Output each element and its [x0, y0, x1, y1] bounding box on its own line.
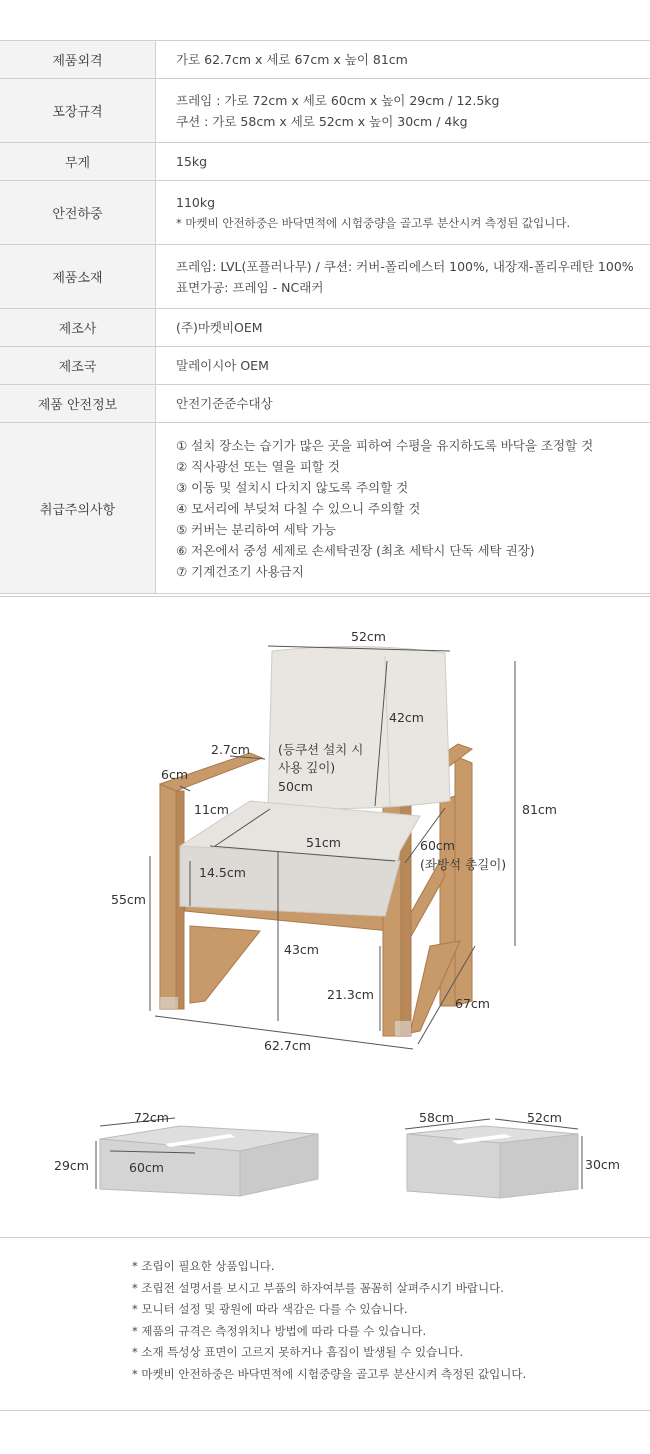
dim-back-height: 42cm [389, 710, 424, 725]
dim-arm-height: 55cm [111, 892, 146, 907]
spec-key: 제품소재 [0, 245, 156, 309]
spec-value-line: 안전기준준수대상 [176, 396, 273, 411]
notes-list [0, 1238, 650, 1385]
note-item: * 마켓비 안전하중은 바닥면적에 시험중량을 골고루 분산시켜 측정된 값입니다. [132, 1366, 527, 1381]
spec-value-line: ③ 이동 및 설치시 다치지 않도록 주의할 것 [176, 479, 409, 495]
spec-row [0, 181, 650, 245]
spec-key: 무게 [0, 143, 156, 181]
spec-key: 제품 안전정보 [0, 385, 156, 423]
spec-value-line: 쿠션 : 가로 58cm x 세로 52cm x 높이 30cm / 4kg [176, 113, 468, 129]
spec-value-line: 15kg [176, 154, 208, 169]
spec-value [156, 79, 650, 143]
spec-value-line: ② 직사광선 또는 열을 피할 것 [176, 458, 340, 474]
dim-seat-depth-note: (좌방석 총길이) [420, 857, 507, 872]
spec-value-line: ⑤ 커버는 분리하여 세탁 가능 [176, 521, 336, 537]
spec-row [0, 143, 650, 181]
dim-depth-note: (등쿠션 설치 시 사용 깊이) [278, 742, 364, 775]
spec-row [0, 41, 650, 79]
spec-value-line: (주)마켓비OEM [176, 320, 263, 335]
spec-key: 취급주의사항 [0, 423, 156, 594]
spec-value-line: 110kg [176, 194, 216, 210]
spec-key: 제조국 [0, 347, 156, 385]
dim-total-height: 81cm [522, 802, 557, 817]
spec-row [0, 423, 650, 594]
dimension-diagram [0, 596, 650, 1237]
spec-value-line: ⑦ 기계건조기 사용금지 [176, 563, 304, 579]
spec-value-line: 말레이시아 OEM [176, 358, 269, 373]
dim-depth-50: 50cm [278, 779, 313, 794]
spec-value [156, 423, 650, 594]
spec-value [156, 347, 650, 385]
frame-box-height: 29cm [54, 1158, 89, 1173]
note-item: * 조립이 필요한 상품입니다. [132, 1259, 275, 1273]
dim-back-width: 52cm [351, 629, 386, 644]
dim-seat-depth: 60cm [420, 838, 455, 853]
dim-arm-post: 6cm [161, 767, 189, 782]
spec-key: 제품외격 [0, 41, 156, 79]
frame-box-width: 72cm [134, 1110, 169, 1125]
cushion-box-width: 58cm [419, 1110, 454, 1125]
frame-box-depth: 60cm [129, 1160, 164, 1175]
spec-value-line: 표면가공: 프레임 - NC래커 [176, 279, 324, 295]
dim-leg-height: 21.3cm [327, 987, 374, 1002]
spec-value [156, 143, 650, 181]
spec-row [0, 79, 650, 143]
spec-key: 안전하중 [0, 181, 156, 245]
dim-arm-gap: 11cm [194, 802, 229, 817]
dim-seat-width: 51cm [306, 835, 341, 850]
cushion-box-height: 30cm [585, 1157, 620, 1172]
notes-section [0, 1237, 650, 1411]
spec-value [156, 309, 650, 347]
note-item: * 소재 특성상 표면이 고르지 못하거나 흠집이 발생될 수 있습니다. [132, 1345, 464, 1359]
spec-value [156, 181, 650, 245]
spec-value-line: 프레임: LVL(포플러나무) / 쿠션: 커버-폴리에스터 100%, 내장재-폴리우레탄 100% [176, 258, 634, 274]
spec-key: 제조사 [0, 309, 156, 347]
chair-illustration [0, 597, 650, 1237]
spec-row [0, 385, 650, 423]
spec-value-line: ⑥ 저온에서 중성 세제로 손세탁권장 (최초 세탁시 단독 세탁 권장) [176, 542, 535, 558]
dim-total-depth: 67cm [455, 996, 490, 1011]
dim-cushion-thick: 14.5cm [199, 865, 246, 880]
spec-value-line: 가로 62.7cm x 세로 67cm x 높이 81cm [176, 52, 408, 67]
spec-row [0, 347, 650, 385]
dim-total-width: 62.7cm [264, 1038, 311, 1053]
spec-value-line: ④ 모서리에 부딪쳐 다칠 수 있으니 주의할 것 [176, 500, 421, 516]
note-item: * 모니터 설정 및 광원에 따라 색감은 다를 수 있습니다. [132, 1302, 408, 1316]
spec-row [0, 309, 650, 347]
spec-row [0, 245, 650, 309]
dim-seat-height: 43cm [284, 942, 319, 957]
spec-table [0, 40, 650, 594]
spec-value-line: * 마켓비 안전하중은 바닥면적에 시험중량을 골고루 분산시켜 측정된 값입니다. [176, 215, 571, 230]
spec-value-line: 프레임 : 가로 72cm x 세로 60cm x 높이 29cm / 12.5kg [176, 92, 500, 108]
spec-value [156, 385, 650, 423]
note-item: * 조립전 설명서를 보시고 부품의 하자여부를 꼼꼼히 살펴주시기 바랍니다. [132, 1280, 504, 1295]
spec-value-line: ① 설치 장소는 습기가 많은 곳을 피하여 수평을 유지하도록 바닥을 조정할 것 [176, 437, 594, 453]
spec-value [156, 245, 650, 309]
cushion-box-depth: 52cm [527, 1110, 562, 1125]
spec-key: 포장규격 [0, 79, 156, 143]
note-item: * 제품의 규격은 측정위치나 방법에 따라 다를 수 있습니다. [132, 1323, 427, 1338]
spec-value [156, 41, 650, 79]
dim-arm-width: 2.7cm [211, 742, 250, 757]
